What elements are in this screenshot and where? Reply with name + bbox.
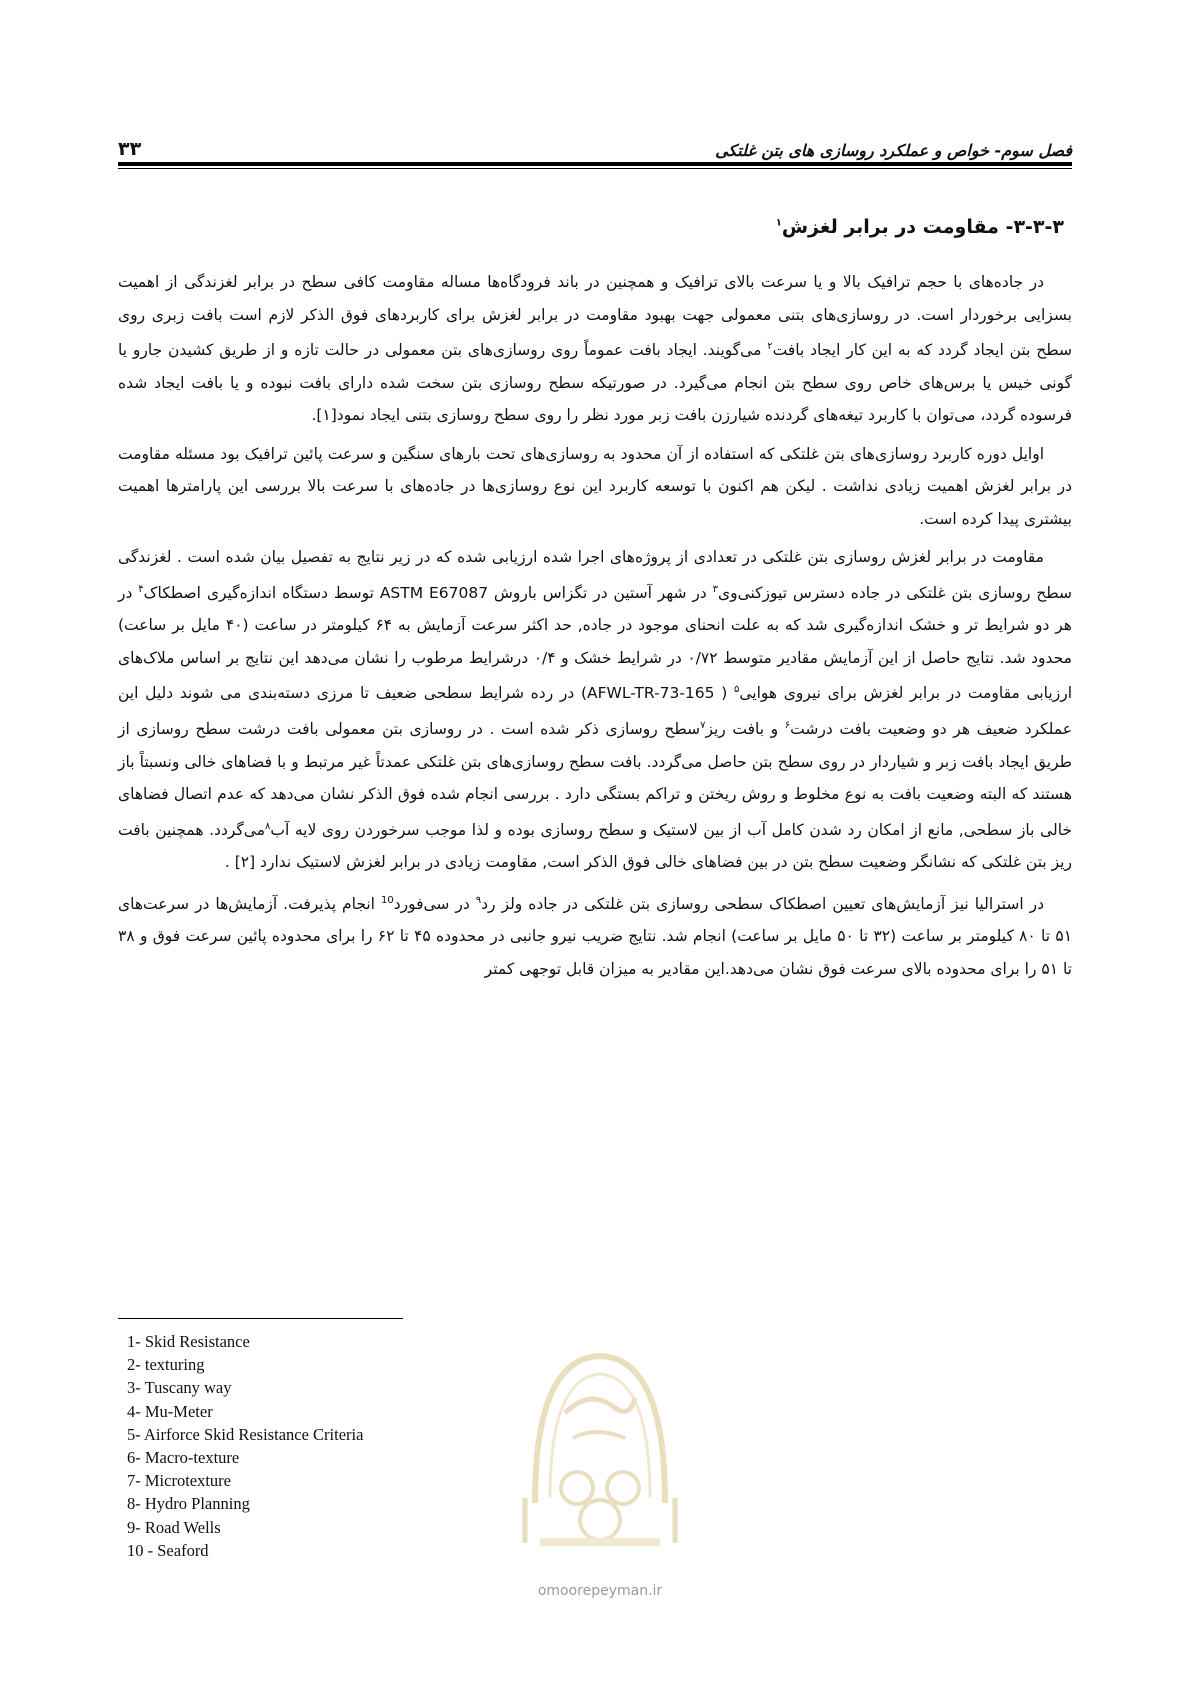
paragraph: اوایل دوره کاربرد روسازی‌های بتن غلتکی که استفاده از آن محدود به روسازی‌های تحت بارهای سنگین و سرعت پائین ترافیک بود مسئله مقاومت در برابر لغزش اهمیت زیادی نداشت . لیکن هم اکنون با توسعه کاربرد این نوع روسازی‌ها در جاده‌های با سرعت بالا بررسی این پارامترها اهمیت بیشتری پیدا کرده است. xyxy=(118,444,1072,528)
paragraph-text: و بافت ریز xyxy=(705,720,785,739)
footnote: 9- Road Wells xyxy=(127,1517,221,1537)
footnotes xyxy=(127,1330,363,1562)
section-heading-text: ۳-۳-۳- مقاومت در برابر لغزش xyxy=(781,216,1064,238)
page-number: ۳۳ xyxy=(118,138,142,160)
paragraph-text: در شهر آستین در تگزاس باروش ASTM E67087 توسط دستگاه اندازه‌گیری اصطکاک xyxy=(143,583,713,602)
paragraph-text: در هر دو شرایط تر و خشک اندازه‌گیری شد که به علت انحنای موجود در جاده, حد اکثر سرعت آزمایش به ۶۴ کیلومتر در ساعت (۴۰ مایل بر ساعت) محدود شد. نتایج حاصل از این آزمایش مقادیر متوسط ۰/۷۲ در شرایط خشک و ۰/۴ درشرایط مرطوب را نشان می‌دهد این نتایج بر اساس ملاک‌های ارزیابی مقاومت در برابر لغزش برای نیروی هوایی xyxy=(118,583,1072,703)
footnote-ref: ۵ xyxy=(733,684,740,696)
paragraph-text: می‌گویند. ایجاد بافت عموماً روی روسازی‌های بتن معمولی در حالت تازه و از طریق کشیدن جارو یا گونی خیس یا برس‌های خاص روی سطح بتن انجام می‌گیرد. در صورتیکه سطح روسازی بتن سخت شده دارای بافت نبوده و یا بافت ایجاد شده فرسوده گردد، می‌توان با کاربرد تیغه‌های گردنده شیارزن بافت زبر مورد نظر را روی سطح روسازی بتنی ایجاد نمود[۱]. xyxy=(118,341,1072,425)
footnote: 5- Airforce Skid Resistance Criteria xyxy=(127,1424,364,1444)
footnote-ref: ۲ xyxy=(767,341,773,352)
footnote-ref: ۴ xyxy=(138,583,144,595)
watermark-seal-icon xyxy=(495,1338,705,1578)
paragraph-text: در سی‌فورد xyxy=(393,894,476,913)
paragraph-text: در جاده‌های با حجم ترافیک بالا و یا سرعت بالای ترافیک و همچنین در باند فرودگاه‌ها مساله مقاومت کافی سطح در برابر لغزندگی از اهمیت بسزایی برخوردار است. در روسازی‌های بتنی معمولی جهت بهبود مقاومت در برابر لغزش برای کاربردهای فوق الذکر لازم است بافت زبری روی سطح بتن ایجاد گردد که به این کار ایجاد بافت xyxy=(118,273,1072,360)
footnote-ref: ۶ xyxy=(784,719,791,731)
section-heading xyxy=(776,216,1064,238)
paragraph xyxy=(118,885,1072,986)
footnote-ref: ۱ xyxy=(775,217,782,229)
header-rule-thin xyxy=(118,168,1072,169)
footnote-ref: ۹ xyxy=(475,894,482,906)
footnote: 4- Mu-Meter xyxy=(127,1401,213,1421)
body-text xyxy=(118,266,1072,991)
watermark-caption: omoorepeyman.ir xyxy=(537,1583,663,1599)
paragraph xyxy=(118,541,1072,879)
footnote-ref: ۸ xyxy=(265,820,271,832)
paragraph-text: می‌گردد. همچنین بافت ریز بتن غلتکی که نشانگر وضعیت سطح بتن در بین فضاهای خالی فوق الذکر است, مقاومت زیادی در برابر لغزش لاستیک ندارد [۲] . xyxy=(118,820,1072,872)
footnote: 7- Microtexture xyxy=(127,1471,232,1491)
footnote: 10 - Seaford xyxy=(127,1540,209,1560)
footnote: 6- Macro-texture xyxy=(127,1448,240,1468)
footnote-separator xyxy=(118,1318,403,1319)
footnote: 1- Skid Resistance xyxy=(127,1332,250,1351)
paragraph xyxy=(118,266,1072,432)
footnote: 2- texturing xyxy=(127,1355,205,1375)
footnote: 8- Hydro Planning xyxy=(127,1494,250,1514)
running-header xyxy=(118,128,1072,160)
paragraph-text: سطح روسازی ذکر شده است . در روسازی بتن معمولی بافت درشت سطح روسازی از طریق ایجاد بافت زبر و شیاردار در روی سطح بتن حاصل می‌گردد. بافت سطح روسازی‌های بتن غلتکی عمدتاً غیر مرتبط و با فضاهای خالی ونسبتاً باز هستند که البته وضعیت بافت به نوع مخلوط و روش ریختن و تراکم بستگی دارد . بررسی انجام شده فوق الذکر نشان می‌دهد که عدم اتصال فضاهای خالی باز سطحی, مانع از امکان رد شدن کامل آب از بین لاستیک و سطح روسازی بوده و لذا موجب سرخوردن روی لایه آب xyxy=(118,720,1072,839)
footnote-ref: ۳ xyxy=(712,583,718,595)
paragraph-text: ( AFWL-TR-73-165) در رده شرایط سطحی ضعیف تا مرزی دسته‌بندی می شوند دلیل این عملکرد ضعیف هر دو وضعیت بافت درشت xyxy=(118,684,1072,739)
paragraph-text: انجام پذیرفت. آزمایش‌ها در سرعت‌های ۵۱ تا ۸۰ کیلومتر بر ساعت (۳۲ تا ۵۰ مایل بر ساعت) انجام شد. نتایج ضریب نیرو جانبی در محدوده ۴۵ تا ۶۲ را برای محدوده پائین سرعت فوق و ۳۸ تا ۵۱ را برای محدوده بالای سرعت فوق نشان می‌دهد.این مقادیر به میزان قابل توجهی کمتر xyxy=(118,894,1073,978)
footnote-ref: 10 xyxy=(380,894,394,906)
chapter-title: فصل سوم- خواص و عملکرد روسازی های بتن غلتکی xyxy=(715,141,1072,160)
footnote: 3- Tuscany way xyxy=(127,1378,232,1398)
paragraph-text: مقاومت در برابر لغزش روسازی بتن غلتکی در تعدادی از پروژه‌های اجرا شده ارزیابی شده که در زیر نتایج به تفصیل بیان شده است . لغزندگی سطح روسازی بتن غلتکی در جاده دسترس تیوزکنی‌وی xyxy=(118,548,1072,602)
paragraph-text: در استرالیا نیز آزمایش‌های تعیین اصطکاک سطحی روسازی بتن غلتکی در جاده ولز رد xyxy=(481,894,1045,913)
footnote-ref: ۷ xyxy=(700,719,706,731)
header-rule-thick xyxy=(118,162,1072,166)
